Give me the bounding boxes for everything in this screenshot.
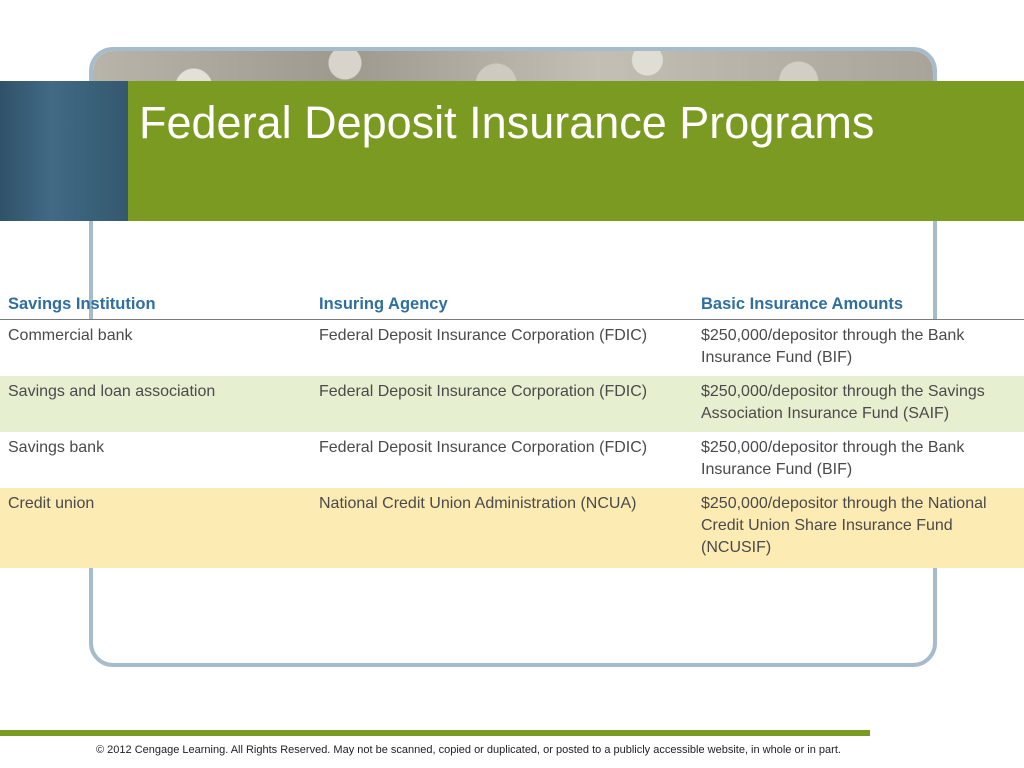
cell-agency: National Credit Union Administration (NCUA) xyxy=(311,488,693,568)
header-insuring-agency: Insuring Agency xyxy=(311,288,693,320)
table-row xyxy=(0,376,1024,432)
slide-title: Federal Deposit Insurance Programs xyxy=(139,97,875,148)
cell-amount: $250,000/depositor through the Savings Association Insurance Fund (SAIF) xyxy=(693,376,1024,432)
cell-agency: Federal Deposit Insurance Corporation (FDIC) xyxy=(311,320,693,377)
cell-institution: Credit union xyxy=(0,488,311,568)
copyright-notice: © 2012 Cengage Learning. All Rights Reserved. May not be scanned, copied or duplicated, or posted to a publicly accessible website, in whole or in part. xyxy=(96,744,841,756)
table-row xyxy=(0,320,1024,377)
cell-amount: $250,000/depositor through the National Credit Union Share Insurance Fund (NCUSIF) xyxy=(693,488,1024,568)
footer-divider xyxy=(0,730,870,736)
cell-amount: $250,000/depositor through the Bank Insurance Fund (BIF) xyxy=(693,432,1024,488)
table-row xyxy=(0,488,1024,568)
cell-amount: $250,000/depositor through the Bank Insurance Fund (BIF) xyxy=(693,320,1024,377)
cell-institution: Savings bank xyxy=(0,432,311,488)
table-header-row xyxy=(0,288,1024,320)
cell-institution: Commercial bank xyxy=(0,320,311,377)
header-basic-insurance-amounts: Basic Insurance Amounts xyxy=(693,288,1024,320)
header-savings-institution: Savings Institution xyxy=(0,288,311,320)
cell-agency: Federal Deposit Insurance Corporation (FDIC) xyxy=(311,432,693,488)
insurance-table xyxy=(0,288,1024,568)
cell-institution: Savings and loan association xyxy=(0,376,311,432)
table-row xyxy=(0,432,1024,488)
cell-agency: Federal Deposit Insurance Corporation (FDIC) xyxy=(311,376,693,432)
title-side-block xyxy=(0,81,128,221)
